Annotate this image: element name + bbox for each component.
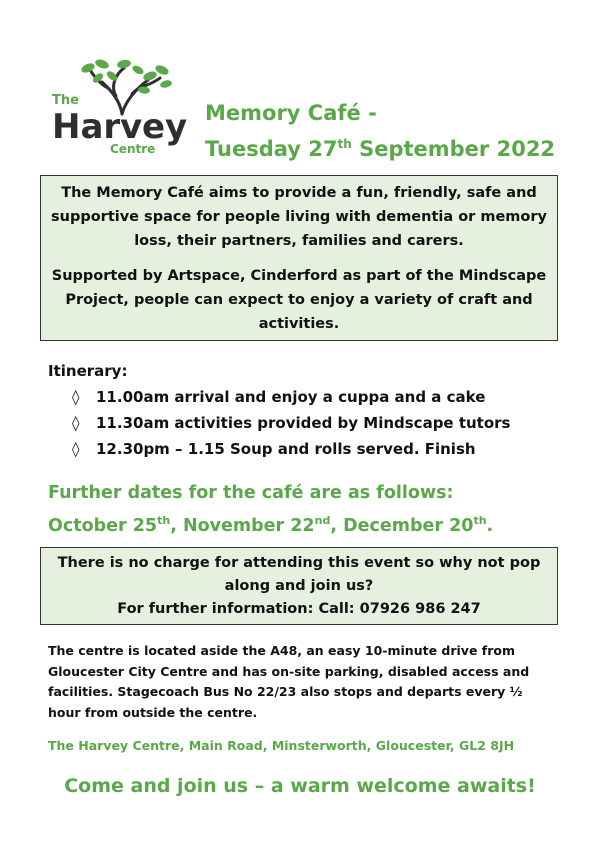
date-november: , November 22: [170, 515, 315, 536]
further-dates: [48, 479, 493, 540]
logo-word-har: Har: [52, 107, 121, 147]
itinerary-list: [48, 384, 510, 462]
itinerary-item-text: 11.00am arrival and enjoy a cuppa and a cake: [96, 388, 486, 406]
title-line-2: [205, 129, 555, 165]
date-november-suffix: nd: [314, 514, 331, 527]
logo-word-v: v: [120, 107, 143, 147]
charge-line-1: There is no charge for attending this event so why not pop: [57, 555, 541, 571]
intro-box: [40, 175, 558, 341]
itinerary-item-text: 11.30am activities provided by Mindscape tutors: [96, 414, 511, 432]
title-date-prefix: Tuesday 27: [205, 137, 338, 161]
date-october: October 25: [48, 515, 158, 536]
date-october-suffix: th: [157, 514, 171, 527]
date-december-suffix: th: [473, 514, 487, 527]
logo-word-ey: ey: [142, 107, 188, 147]
itinerary-item: [48, 436, 510, 462]
title-date-suffix: th: [337, 137, 352, 151]
address: The Harvey Centre, Main Road, Minsterworth, Gloucester, GL2 8JH: [48, 738, 515, 753]
charge-box: [40, 547, 558, 625]
date-december: , December 20: [330, 515, 474, 536]
itinerary-item: [48, 410, 510, 436]
further-dates-list: [48, 507, 493, 540]
diamond-bullet-icon: ◊: [72, 414, 80, 432]
title-date-rest: September 2022: [351, 137, 556, 161]
intro-paragraph-1: The Memory Café aims to provide a fun, friendly, safe and supportive space for people living with dementia or memory loss, their partners, families and carers.: [51, 185, 547, 249]
tree-logo-icon: [50, 56, 190, 156]
title-line-1: Memory Café -: [205, 101, 377, 125]
itinerary-item: [48, 384, 510, 410]
diamond-bullet-icon: ◊: [72, 388, 80, 406]
itinerary-item-text: 12.30pm – 1.15 Soup and rolls served. Finish: [96, 440, 476, 458]
itinerary: [48, 358, 510, 462]
logo-word-centre: Centre: [110, 142, 156, 156]
contact-phone: For further information: Call: 07926 986 247: [117, 601, 481, 617]
footer-welcome: Come and join us – a warm welcome awaits!: [64, 775, 536, 797]
charge-line-2: along and join us?: [224, 578, 374, 594]
intro-paragraph-2: Supported by Artspace, Cinderford as part of the Mindscape Project, people can expect to enjoy a variety of craft and activities.: [51, 268, 547, 332]
location-text: The centre is located aside the A48, an easy 10-minute drive from Gloucester City Centre and has on-site parking, disabled access and facilities. Stagecoach Bus No 22/23 also stops and departs every ½ hour from outside the centre.: [48, 643, 530, 720]
itinerary-heading: Itinerary:: [48, 362, 128, 380]
diamond-bullet-icon: ◊: [72, 440, 80, 458]
logo-word-the: The: [52, 93, 79, 108]
page-title: [205, 98, 555, 165]
harvey-centre-logo: [50, 56, 190, 156]
dates-end: .: [486, 515, 494, 536]
further-dates-heading: Further dates for the café are as follows:: [48, 483, 454, 503]
